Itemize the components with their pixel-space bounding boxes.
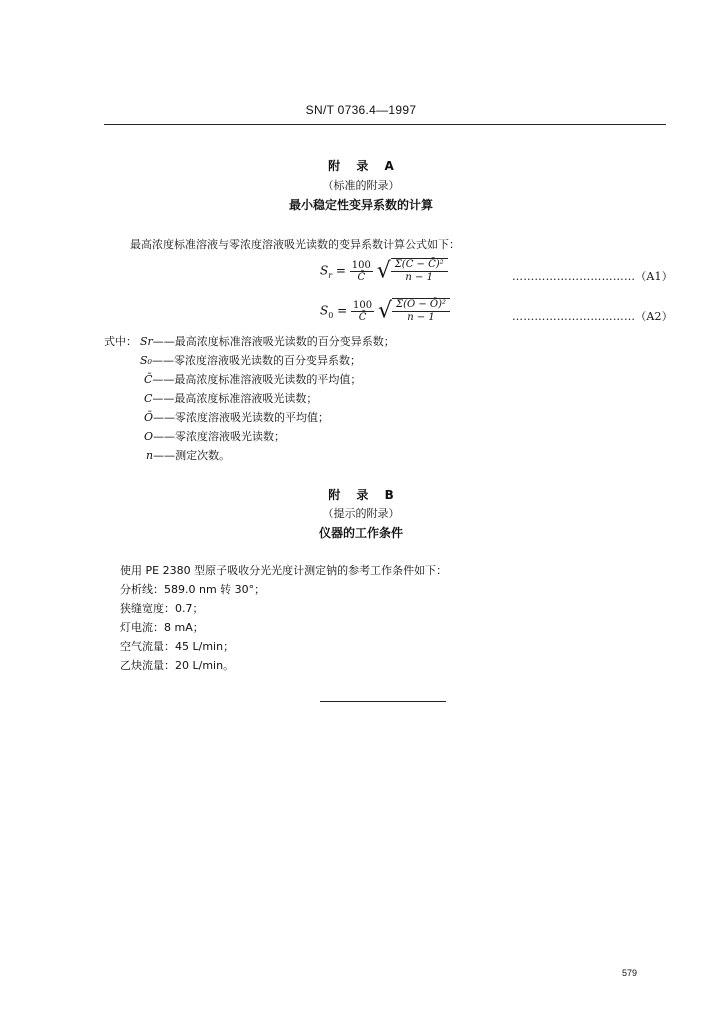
definition-symbol: O bbox=[144, 430, 154, 443]
definition-text: ——零浓度溶液吸光读数的百分变异系数； bbox=[151, 354, 361, 367]
appendix-a-heading: 最小稳定性变异系数的计算 bbox=[288, 198, 433, 212]
formula-a1 bbox=[320, 258, 448, 284]
appendix-b-line: 使用 PE 2380 型原子吸收分光光度计测定钠的参考工作条件如下： bbox=[120, 564, 448, 577]
appendix-b-heading: 仪器的工作条件 bbox=[318, 526, 403, 540]
formula-a1-tag: ……………………………（A1） bbox=[512, 270, 673, 283]
page-header-standard-number: SN/T 0736.4—1997 bbox=[305, 103, 417, 117]
appendix-a-type-note: （标准的附录） bbox=[322, 179, 400, 192]
definition-text: ——零浓度溶液吸光读数的平均值； bbox=[153, 411, 330, 424]
formula-a1-lhs: S bbox=[320, 263, 329, 278]
formula-a1-radicand-num: Σ(C − C̄)² bbox=[391, 259, 448, 272]
formula-a2-radicand-den: n − 1 bbox=[407, 312, 435, 323]
formula-a2-fraction bbox=[351, 300, 374, 323]
formula-a2-frac-den: C̄ bbox=[358, 311, 367, 323]
appendix-b-line: 狭缝宽度：0.7； bbox=[120, 602, 204, 615]
end-rule bbox=[320, 701, 446, 702]
formula-a1-lhs-sub: r bbox=[328, 270, 333, 280]
formula-a2-radicand bbox=[392, 298, 450, 324]
formula-a2-equals: = bbox=[337, 303, 348, 318]
definition-row bbox=[146, 447, 230, 463]
formula-a2 bbox=[320, 298, 450, 324]
definition-row bbox=[144, 409, 329, 425]
appendix-b-line: 乙炔流量：20 L/min。 bbox=[120, 659, 235, 672]
definition-symbol: C bbox=[144, 392, 153, 405]
formula-a2-tag: ……………………………（A2） bbox=[512, 310, 673, 323]
formula-a2-radicand-num: Σ(O − Ō)² bbox=[392, 299, 450, 312]
appendix-b-title: 附 录 B bbox=[328, 488, 394, 502]
appendix-b-line: 分析线：589.0 nm 转 30°； bbox=[120, 583, 266, 596]
appendix-a-title: 附 录 A bbox=[328, 159, 394, 173]
formula-a2-lhs-sub: 0 bbox=[328, 310, 334, 320]
definition-symbol: Sr bbox=[140, 335, 153, 348]
definition-row bbox=[144, 371, 361, 387]
formula-a2-frac-num: 100 bbox=[353, 299, 373, 311]
page-number: 579 bbox=[622, 968, 638, 978]
definition-row bbox=[144, 390, 317, 406]
definition-symbol: n bbox=[146, 449, 154, 462]
definition-row bbox=[140, 333, 395, 349]
definition-symbol: C̄ bbox=[144, 373, 153, 386]
definition-symbol: Ō bbox=[144, 411, 154, 424]
definition-text: ——零浓度溶液吸光读数； bbox=[153, 430, 286, 443]
appendix-a-intro: 最高浓度标准溶液与零浓度溶液吸光读数的变异系数计算公式如下： bbox=[130, 238, 460, 251]
formula-a1-frac-num: 100 bbox=[351, 259, 371, 271]
definition-text: ——最高浓度标准溶液吸光读数的平均值； bbox=[152, 373, 362, 386]
formula-a1-radicand-den: n − 1 bbox=[405, 272, 433, 283]
formula-a1-radicand bbox=[391, 258, 448, 284]
definition-text: ——最高浓度标准溶液吸光读数的百分变异系数； bbox=[152, 335, 395, 348]
formula-a2-lhs: S bbox=[320, 303, 329, 318]
formula-a1-equals: = bbox=[335, 263, 346, 278]
formula-a1-frac-den: C̄ bbox=[357, 271, 366, 283]
radical-sign-icon: √ bbox=[377, 298, 392, 324]
appendix-b-type-note: （提示的附录） bbox=[322, 507, 400, 520]
appendix-b-line: 灯电流：8 mA； bbox=[120, 621, 204, 634]
appendix-b-line: 空气流量：45 L/min； bbox=[120, 640, 235, 653]
definition-symbol: S₀ bbox=[140, 354, 152, 367]
definition-row bbox=[140, 352, 361, 368]
definition-text: ——最高浓度标准溶液吸光读数； bbox=[152, 392, 318, 405]
formula-a1-fraction bbox=[350, 260, 373, 283]
header-rule bbox=[104, 124, 666, 125]
radical-sign-icon: √ bbox=[376, 258, 391, 284]
definition-text: ——测定次数。 bbox=[153, 449, 231, 462]
definition-row bbox=[144, 428, 285, 444]
definitions-lead: 式中： bbox=[104, 335, 137, 348]
